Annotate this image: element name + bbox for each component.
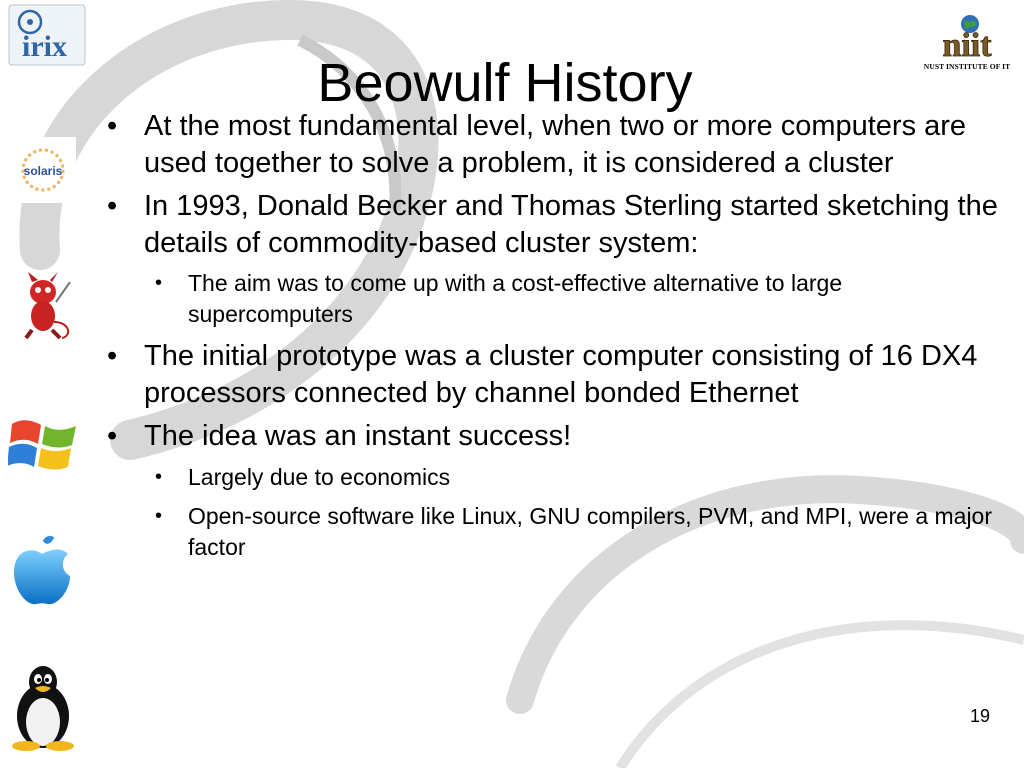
bullet-item <box>100 188 1005 261</box>
solaris-logo <box>10 137 76 203</box>
slide-body <box>100 108 1005 571</box>
bullet-marker: • <box>155 272 163 294</box>
niit-logo-text: niit <box>942 27 992 60</box>
slide-title: Beowulf History <box>317 53 693 114</box>
bullet-marker: • <box>155 465 163 488</box>
niit-logo-mark <box>920 14 1014 60</box>
tux-logo <box>8 664 78 752</box>
bsd-daemon-logo <box>12 272 76 342</box>
sub-bullet-text: Open-source software like Linux, GNU compilers, PVM, and MPI, were a major factor <box>188 502 993 560</box>
bullet-marker: • <box>107 420 118 452</box>
niit-logo-caption: NUST INSTITUTE OF IT <box>923 62 1011 71</box>
sub-bullet-item <box>100 501 1005 563</box>
bullet-marker: • <box>155 504 163 527</box>
apple-logo <box>12 536 72 608</box>
bullet-item <box>100 108 1005 181</box>
bullet-text: The initial prototype was a cluster computer consisting of 16 DX4 processors connected by channel bonded Ethernet <box>144 340 978 409</box>
bullet-text: At the most fundamental level, when two or more computers are used together to solve a problem, it is considered a cluster <box>144 110 967 179</box>
windows-logo <box>8 414 78 476</box>
svg-text:irix: irix <box>22 30 67 63</box>
sub-bullet-text: The aim was to come up with a cost-effective alternative to large supercomputers <box>188 270 843 327</box>
bullet-marker: • <box>107 340 118 372</box>
page-number: 19 <box>969 706 990 726</box>
bullet-marker: • <box>107 110 118 142</box>
bullet-marker: • <box>107 190 118 222</box>
sub-bullet-item <box>100 462 1005 493</box>
bullet-item <box>100 338 1005 411</box>
bullet-text: The idea was an instant success! <box>144 420 572 452</box>
sub-bullet-text: Largely due to economics <box>188 463 451 490</box>
bullet-text: In 1993, Donald Becker and Thomas Sterling started sketching the details of commodity-based cluster system: <box>144 190 998 259</box>
sub-bullet-item <box>100 268 1005 330</box>
solaris-logo-text: solaris <box>23 164 63 178</box>
bullet-item <box>100 418 1005 455</box>
